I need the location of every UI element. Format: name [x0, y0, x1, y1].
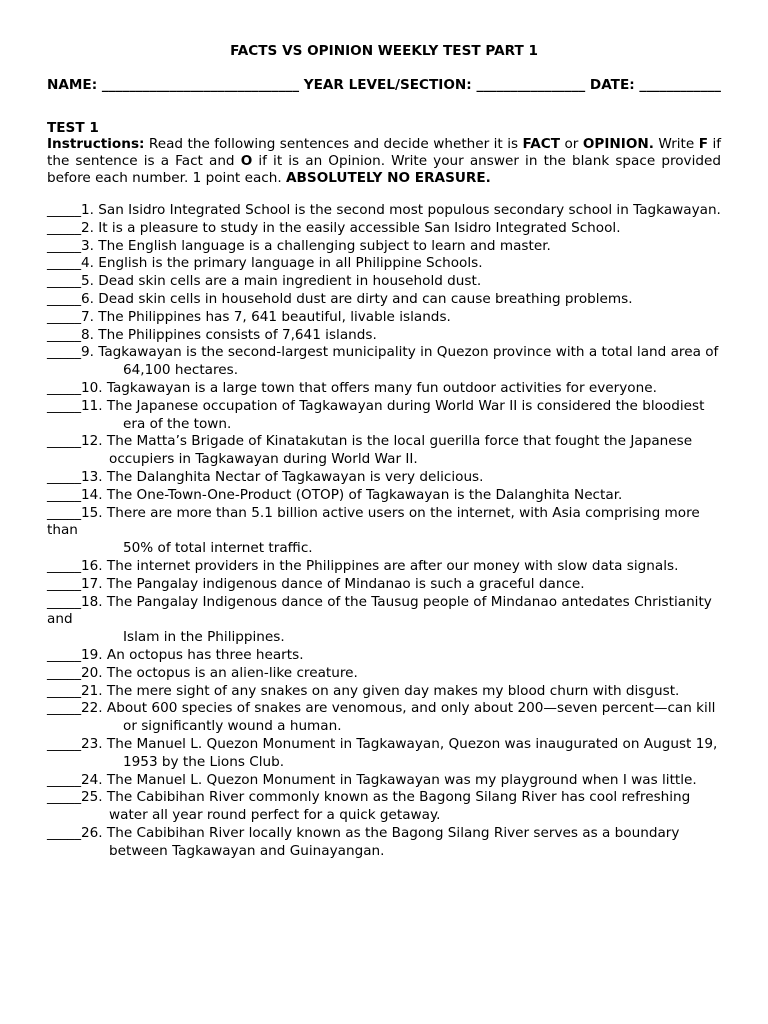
question-text: _____26. The Cabibihan River locally known as the Bagong Silang River serves as a boundary: [47, 824, 680, 841]
question-text: _____19. An octopus has three hearts.: [47, 646, 304, 663]
question-item: [47, 647, 728, 665]
question-text: _____15. There are more than 5.1 billion active users on the internet, with Asia comprising more than: [47, 504, 700, 539]
question-continuation: 50% of total internet traffic.: [123, 540, 313, 557]
question-text: _____22. About 600 species of snakes are venomous, and only about 200—seven percent—can kill: [47, 700, 716, 717]
question-text: _____25. The Cabibihan River commonly known as the Bagong Silang River has cool refreshing: [47, 789, 691, 806]
question-continuation: or significantly wound a human.: [123, 718, 342, 735]
question-text: _____3. The English language is a challenging subject to learn and master.: [47, 237, 551, 254]
question-text: _____24. The Manuel L. Quezon Monument in Tagkawayan was my playground when I was little.: [47, 771, 697, 788]
question-item: [47, 238, 728, 256]
f-letter: F: [698, 136, 708, 152]
question-continuation: era of the town.: [123, 415, 232, 432]
question-item: [47, 665, 728, 683]
question-item: [47, 683, 728, 701]
test-label: TEST 1: [47, 120, 99, 136]
page-title: FACTS VS OPINION WEEKLY TEST PART 1: [230, 43, 538, 59]
question-item: [47, 398, 728, 434]
question-item: [47, 291, 728, 309]
instructions-text: if it is an Opinion. Write your answer in the blank space provided before each number. 1 point each.: [47, 153, 722, 186]
question-item: [47, 433, 728, 469]
question-continuation: 1953 by the Lions Club.: [123, 753, 285, 770]
opinion-keyword: OPINION.: [582, 136, 654, 152]
instructions-text: Write: [653, 136, 699, 152]
question-item: [47, 505, 728, 558]
question-text: _____13. The Dalanghita Nectar of Tagkawayan is very delicious.: [47, 468, 484, 485]
question-item: [47, 487, 728, 505]
question-text: _____23. The Manuel L. Quezon Monument in Tagkawayan, Quezon was inaugurated on August 19,: [47, 735, 718, 752]
question-item: [47, 255, 728, 273]
question-item: [47, 344, 728, 380]
question-item: [47, 558, 728, 576]
student-info-line: NAME: _____________________________ YEAR LEVEL/SECTION: ________________ DATE: ____________: [47, 77, 721, 93]
question-item: [47, 736, 728, 772]
question-text: _____4. English is the primary language in all Philippine Schools.: [47, 255, 483, 272]
instructions-text: Read the following sentences and decide whether it is: [144, 136, 523, 152]
question-item: [47, 772, 728, 790]
question-text: _____7. The Philippines has 7, 641 beautiful, livable islands.: [47, 308, 451, 325]
no-erasure-note: ABSOLUTELY NO ERASURE.: [286, 170, 491, 186]
question-item: [47, 789, 728, 825]
question-text: _____6. Dead skin cells in household dust are dirty and can cause breathing problems.: [47, 290, 633, 307]
question-text: _____9. Tagkawayan is the second-largest municipality in Quezon province with a total land area of: [47, 344, 719, 361]
fact-keyword: FACT: [522, 136, 561, 152]
question-item: [47, 273, 728, 291]
instructions: [47, 136, 721, 187]
question-item: [47, 327, 728, 345]
question-text: _____10. Tagkawayan is a large town that offers many fun outdoor activities for everyone.: [47, 379, 657, 396]
question-item: [47, 309, 728, 327]
instructions-text: or: [560, 136, 583, 152]
question-item: [47, 220, 728, 238]
question-item: [47, 202, 728, 220]
question-item: [47, 469, 728, 487]
question-item: [47, 594, 728, 647]
question-text: _____17. The Pangalay indigenous dance of Mindanao is such a graceful dance.: [47, 575, 585, 592]
instructions-label: Instructions:: [47, 136, 145, 152]
question-item: [47, 380, 728, 398]
question-continuation: water all year round perfect for a quick getaway.: [109, 807, 441, 824]
question-text: _____18. The Pangalay Indigenous dance of the Tausug people of Mindanao antedates Christianity and: [47, 593, 712, 628]
question-item: [47, 700, 728, 736]
question-continuation: between Tagkawayan and Guinayangan.: [109, 842, 385, 859]
question-text: _____8. The Philippines consists of 7,641 islands.: [47, 326, 377, 343]
question-continuation: 64,100 hectares.: [123, 362, 239, 379]
question-text: _____5. Dead skin cells are a main ingredient in household dust.: [47, 273, 482, 290]
question-text: _____14. The One-Town-One-Product (OTOP) of Tagkawayan is the Dalanghita Nectar.: [47, 486, 623, 503]
question-list: [47, 202, 728, 860]
question-text: _____1. San Isidro Integrated School is the second most populous secondary school in Tagkawayan.: [47, 202, 721, 218]
question-text: _____20. The octopus is an alien-like creature.: [47, 664, 358, 681]
question-continuation: Islam in the Philippines.: [123, 629, 285, 646]
o-letter: O: [240, 153, 253, 169]
instructions-text: if the sentence is a Fact and: [47, 136, 722, 169]
question-text: _____2. It is a pleasure to study in the easily accessible San Isidro Integrated School.: [47, 219, 621, 236]
question-text: _____11. The Japanese occupation of Tagkawayan during World War II is considered the bloodiest: [47, 397, 705, 414]
question-text: _____16. The internet providers in the Philippines are after our money with slow data signals.: [47, 557, 679, 574]
question-text: _____21. The mere sight of any snakes on any given day makes my blood churn with disgust.: [47, 682, 680, 699]
question-item: [47, 825, 728, 861]
question-text: _____12. The Matta’s Brigade of Kinatakutan is the local guerilla force that fought the Japanese: [47, 433, 693, 450]
question-continuation: occupiers in Tagkawayan during World War II.: [109, 451, 418, 468]
question-item: [47, 576, 728, 594]
